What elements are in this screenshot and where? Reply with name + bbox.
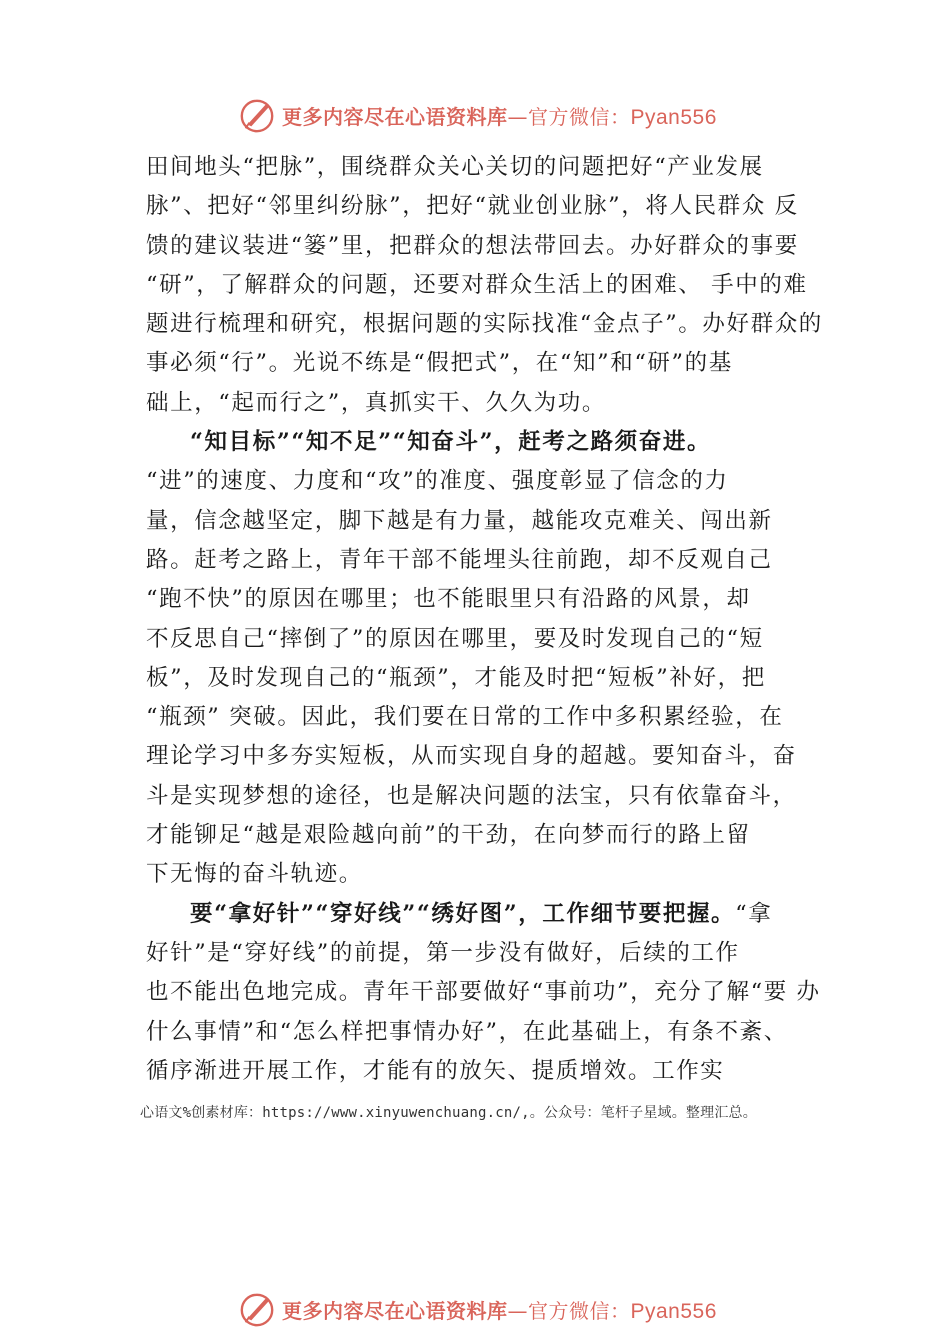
paragraph-line: 础上，“起而行之”，真抓实干、久久为功。 (146, 389, 607, 416)
paragraph-line: 量，信念越坚定，脚下越是有力量，越能攻克难关、闯出新 (146, 507, 773, 534)
header-banner (238, 94, 758, 136)
paragraph-line: “跑不快”的原因在哪里；也不能眼里只有沿路的风景，却 (146, 586, 751, 613)
document-body (146, 148, 836, 1091)
section-heading-1: “知目标”“知不足”“知奋斗”，赶考之路须奋进。 (190, 429, 712, 456)
paragraph-line: 脉”、把好“邻里纠纷脉”，把好“就业创业脉”，将人民群众 反 (146, 193, 799, 220)
banner-official-label: —官方微信： (507, 104, 631, 129)
paragraph-line: “瓶颈” 突破。因此，我们要在日常的工作中多积累经验，在 (146, 704, 784, 731)
paragraph-line: 理论学习中多夯实短板，从而实现自身的超越。要知奋斗，奋 (146, 743, 797, 770)
section-heading-2-line (146, 895, 836, 934)
quill-pen-logo-icon (238, 96, 276, 134)
banner-text (282, 1295, 717, 1324)
footer-banner (238, 1288, 758, 1330)
paragraph-line: 不反思自己“摔倒了”的原因在哪里，要及时发现自己的“短 (146, 625, 764, 652)
banner-main-text: 更多内容尽在心语资料库 (282, 1298, 508, 1323)
paragraph-line: 什么事情”和“怎么样把事情办好”，在此基础上，有条不紊、 (146, 1018, 788, 1045)
footer-note: 心语文%创素材库：https://www.xinyuwenchuang.cn/,。公众号：笔杆子星域。整理汇总。 (140, 1105, 757, 1121)
paragraph-line: 田间地头“把脉”，围绕群众关心关切的问题把好“产业发展 (146, 154, 764, 180)
banner-main-text: 更多内容尽在心语资料库 (282, 104, 508, 129)
paragraph-line: “研”，了解群众的问题，还要对群众生活上的困难、 手中的难 (146, 271, 808, 298)
heading-2-tail: “拿 (735, 900, 773, 927)
paragraph-line: 下无悔的奋斗轨迹。 (146, 861, 363, 888)
paragraph-line: “进”的速度、力度和“攻”的准度、强度彰显了信念的力 (146, 468, 729, 495)
paragraph-line: 也不能出色地完成。青年干部要做好“事前功”，充分了解“要 办 (146, 979, 821, 1006)
section-heading-2: 要“拿好针”“穿好线”“绣好图”，工作细节要把握。 (190, 900, 736, 927)
paragraph-line: 事必须“行”。光说不练是“假把式”，在“知”和“研”的基 (146, 350, 733, 377)
paragraph-line: 循序渐进开展工作，才能有的放矢、提质增效。工作实 (146, 1057, 725, 1084)
paragraph-line: 好针”是“穿好线”的前提，第一步没有做好，后续的工作 (146, 939, 740, 966)
quill-pen-logo-icon (238, 1290, 276, 1328)
banner-text (282, 101, 717, 130)
paragraph-line: 路。赶考之路上，青年干部不能埋头往前跑，却不反观自己 (146, 546, 773, 573)
banner-wechat-id: Pyan556 (630, 1299, 717, 1323)
paragraph-line: 板”，及时发现自己的“瓶颈”，才能及时把“短板”补好，把 (146, 664, 766, 691)
paragraph-line: 馈的建议装进“篓”里，把群众的想法带回去。办好群众的事要 (146, 232, 799, 259)
paragraph-line: 才能铆足“越是艰险越向前”的干劲，在向梦而行的路上留 (146, 822, 751, 849)
paragraph-line: 题进行梳理和研究，根据问题的实际找准“金点子”。办好群众的 (146, 311, 823, 338)
banner-official-label: —官方微信： (507, 1298, 631, 1323)
banner-wechat-id: Pyan556 (630, 105, 717, 129)
paragraph-line: 斗是实现梦想的途径，也是解决问题的法宝，只有依靠奋斗， (146, 782, 797, 809)
